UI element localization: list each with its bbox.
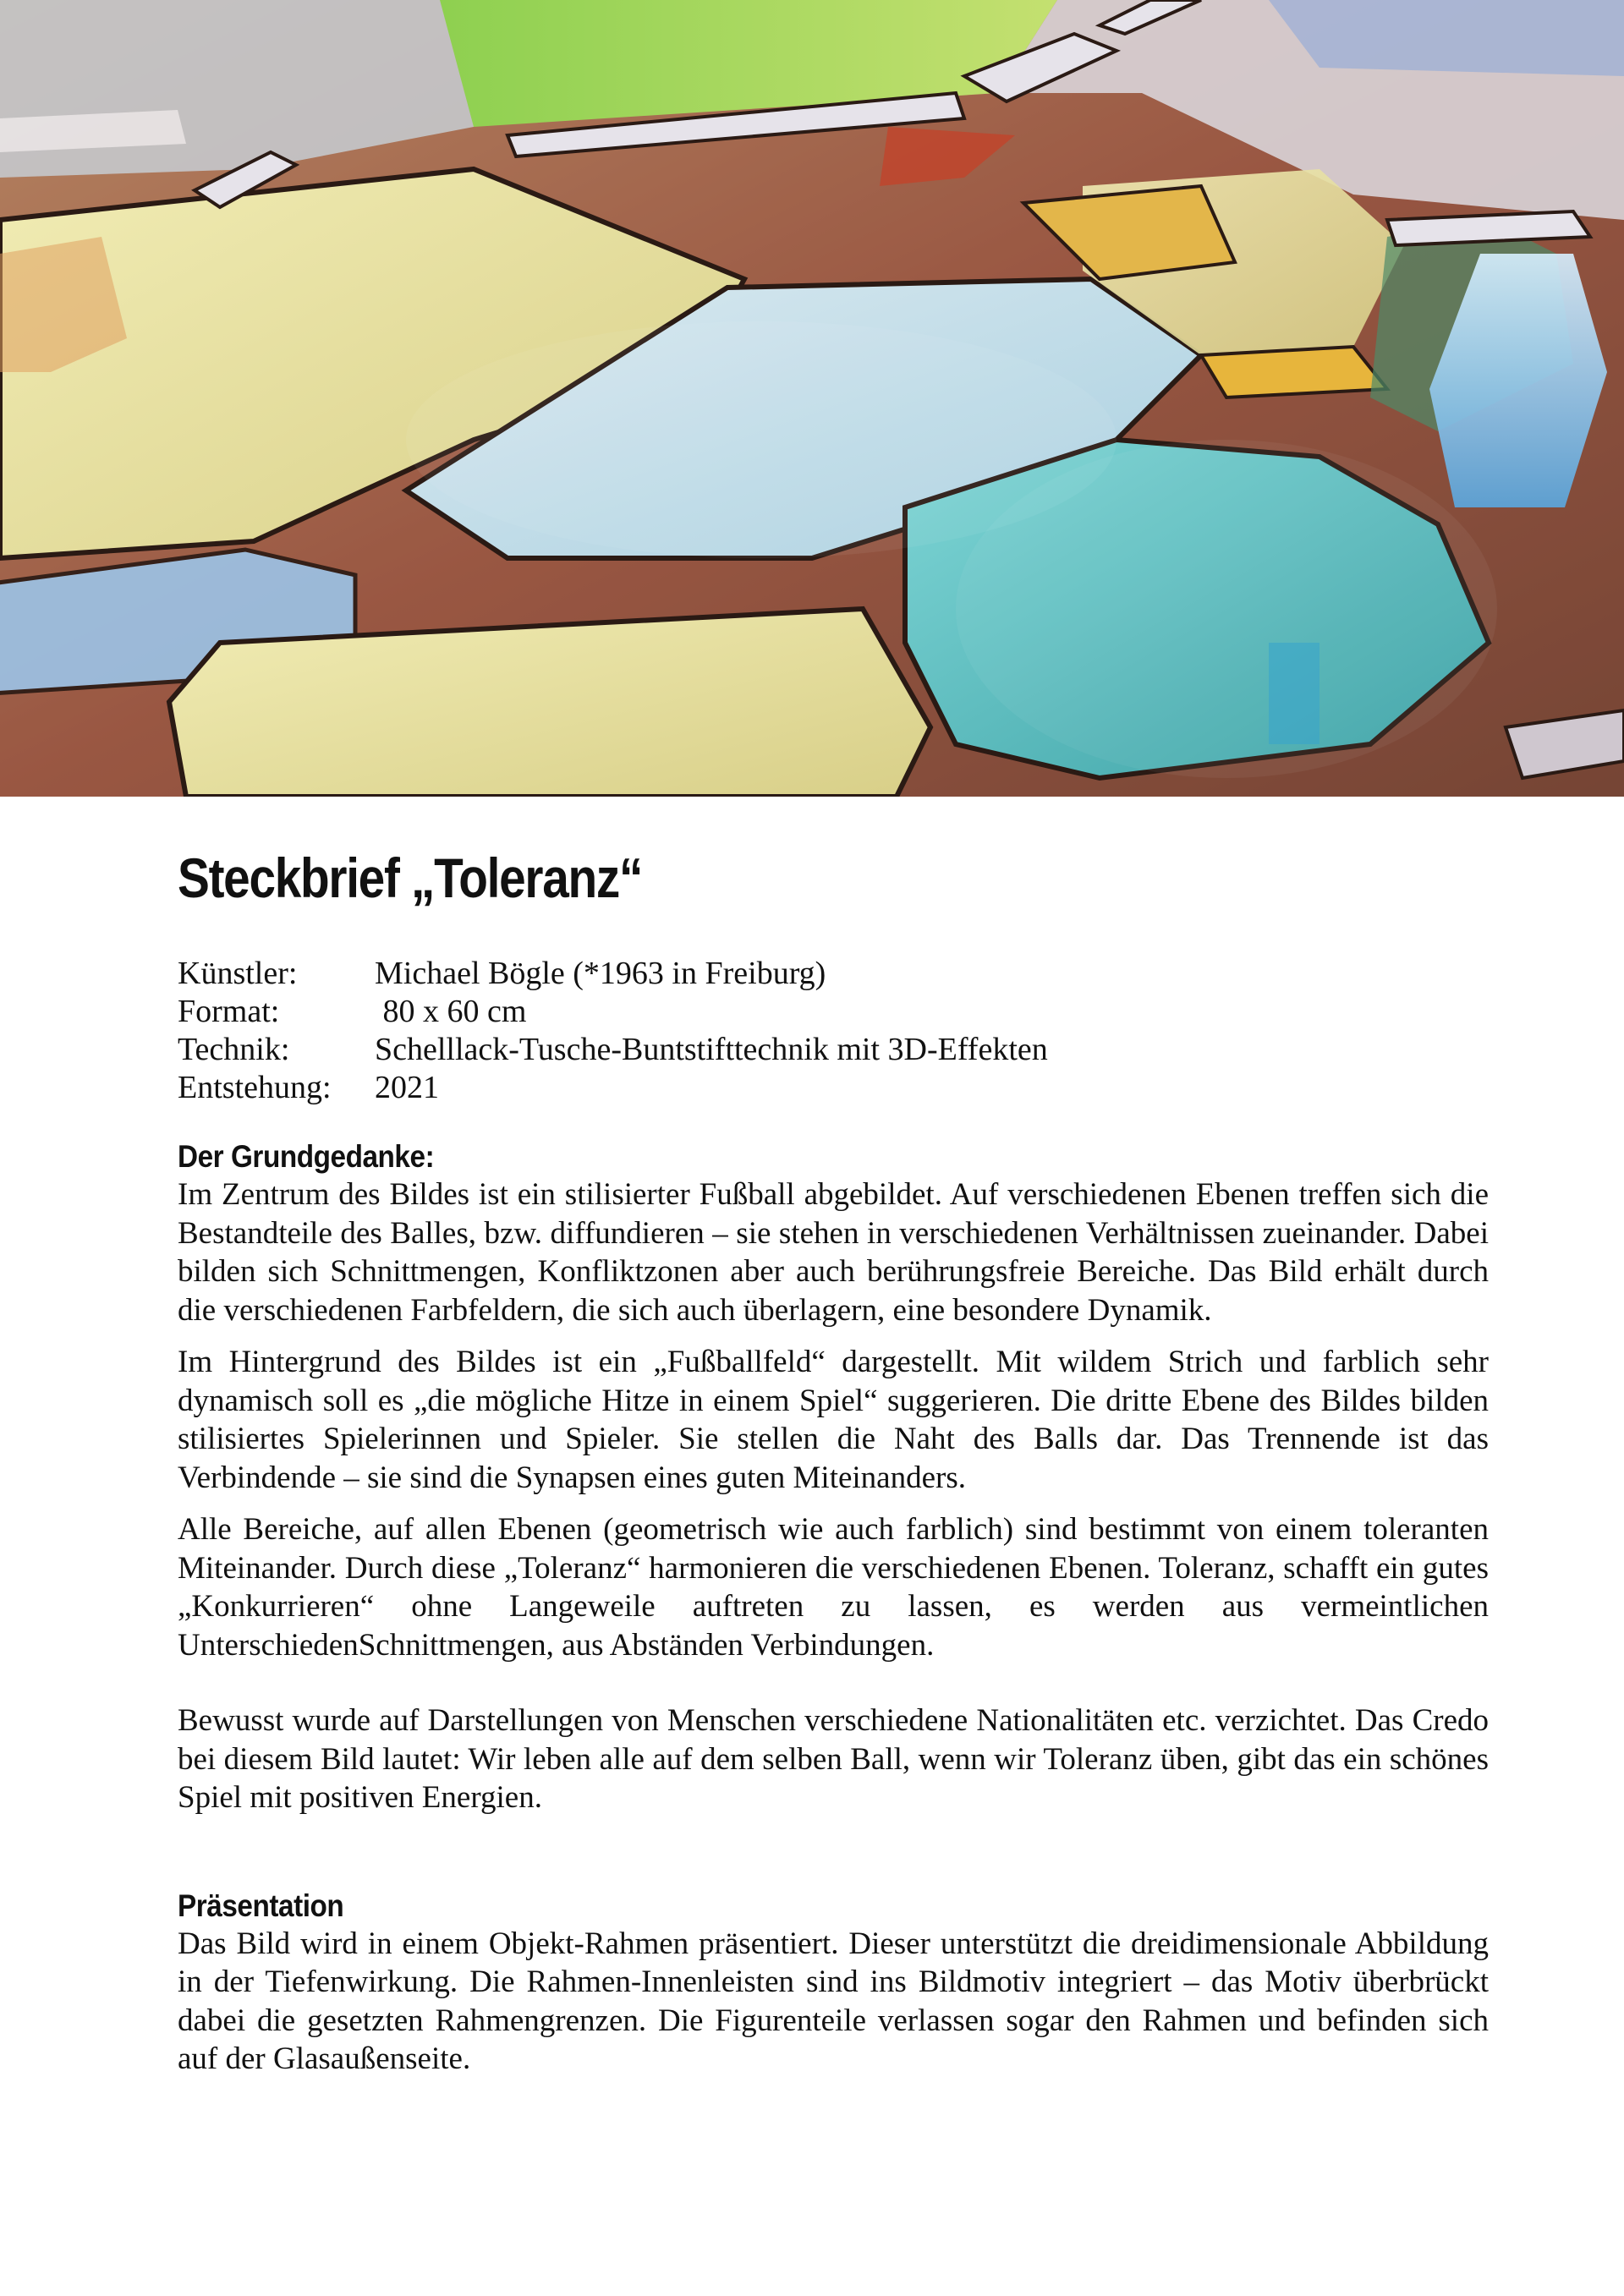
fact-label: Technik:: [178, 1032, 290, 1067]
fact-row-technique: [178, 1031, 1489, 1069]
paragraph: Das Bild wird in einem Objekt-Rahmen präsentiert. Dieser unterstützt die dreidimensionale Abbildung in der Tiefenwirkung. Die Rahmen-Innenleisten sind ins Bildmotiv integriert – das Motiv überbrückt dabei die gesetzten Rahmengrenzen. Die Figurenteile verlassen sogar den Rahmen und befinden sich auf der Glasaußenseite.: [178, 1926, 1489, 2076]
paragraph: Im Hintergrund des Bildes ist ein „Fußballfeld“ dargestellt. Mit wildem Strich und farblich sehr dynamisch soll es „die mögliche Hitze in einem Spiel“ suggerieren. Die dritte Ebene des Bildes bilden stilisiertes Spielerinnen und Spieler. Sie stellen die Naht des Balls dar. Das Trennende ist das Verbindende – sie sind die Synapsen eines guten Miteinanders.: [178, 1345, 1489, 1495]
fact-value: 2021: [375, 1070, 439, 1105]
section-heading: Präsentation: [178, 1888, 344, 1923]
fact-label: Künstler:: [178, 956, 298, 991]
fact-value: Schelllack-Tusche-Buntstifttechnik mit 3D-Effekten: [375, 1032, 1048, 1067]
fact-label: Format:: [178, 994, 280, 1029]
paragraph: Bewusst wurde auf Darstellungen von Menschen verschiedene Nationalitäten etc. verzichtet. Das Credo bei diesem Bild lautet: Wir leben alle auf dem selben Ball, wenn wir Toleranz üben, gibt das ein schönes Spiel mit positiven Energien.: [178, 1703, 1489, 1815]
section-heading: Der Grundgedanke:: [178, 1139, 435, 1174]
paragraph: Alle Bereiche, auf allen Ebenen (geometrisch wie auch farblich) sind bestimmt von einem toleranten Miteinander. Durch diese „Toleranz“ harmonieren die verschiedenen Ebenen. Toleranz, schafft ein gutes „Konkurrieren“ ohne Langeweile auftreten zu lassen, es werden aus vermeintlichen UnterschiedenSchnittmengen, aus Abständen Verbindungen.: [178, 1512, 1489, 1663]
fact-row-year: [178, 1069, 1489, 1107]
fact-value: Michael Bögle (*1963 in Freiburg): [375, 956, 826, 991]
fact-row-artist: [178, 955, 1489, 993]
fact-sheet: [178, 955, 1489, 1107]
fact-value: 80 x 60 cm: [375, 994, 527, 1029]
artwork-photo: [0, 0, 1624, 797]
artwork-illustration: [0, 0, 1624, 797]
section-praesentation: [178, 1887, 1489, 2079]
document-body: [178, 847, 1489, 2092]
fact-row-format: [178, 993, 1489, 1031]
fact-label: Entstehung:: [178, 1070, 332, 1105]
page-title: Steckbrief „Toleranz“: [178, 847, 643, 909]
paragraph: Im Zentrum des Bildes ist ein stilisierter Fußball abgebildet. Auf verschiedenen Ebenen treffen sich die Bestandteile des Balles, bzw. diffundieren – sie stehen in verschiedenen Verhältnissen zueinander. Dabei bilden sich Schnittmengen, Konfliktzonen aber auch berührungsfreie Bereiche. Das Bild erhält durch die verschiedenen Farbfeldern, die sich auch überlagern, eine besondere Dynamik.: [178, 1177, 1489, 1328]
section-grundgedanke: [178, 1137, 1489, 1817]
